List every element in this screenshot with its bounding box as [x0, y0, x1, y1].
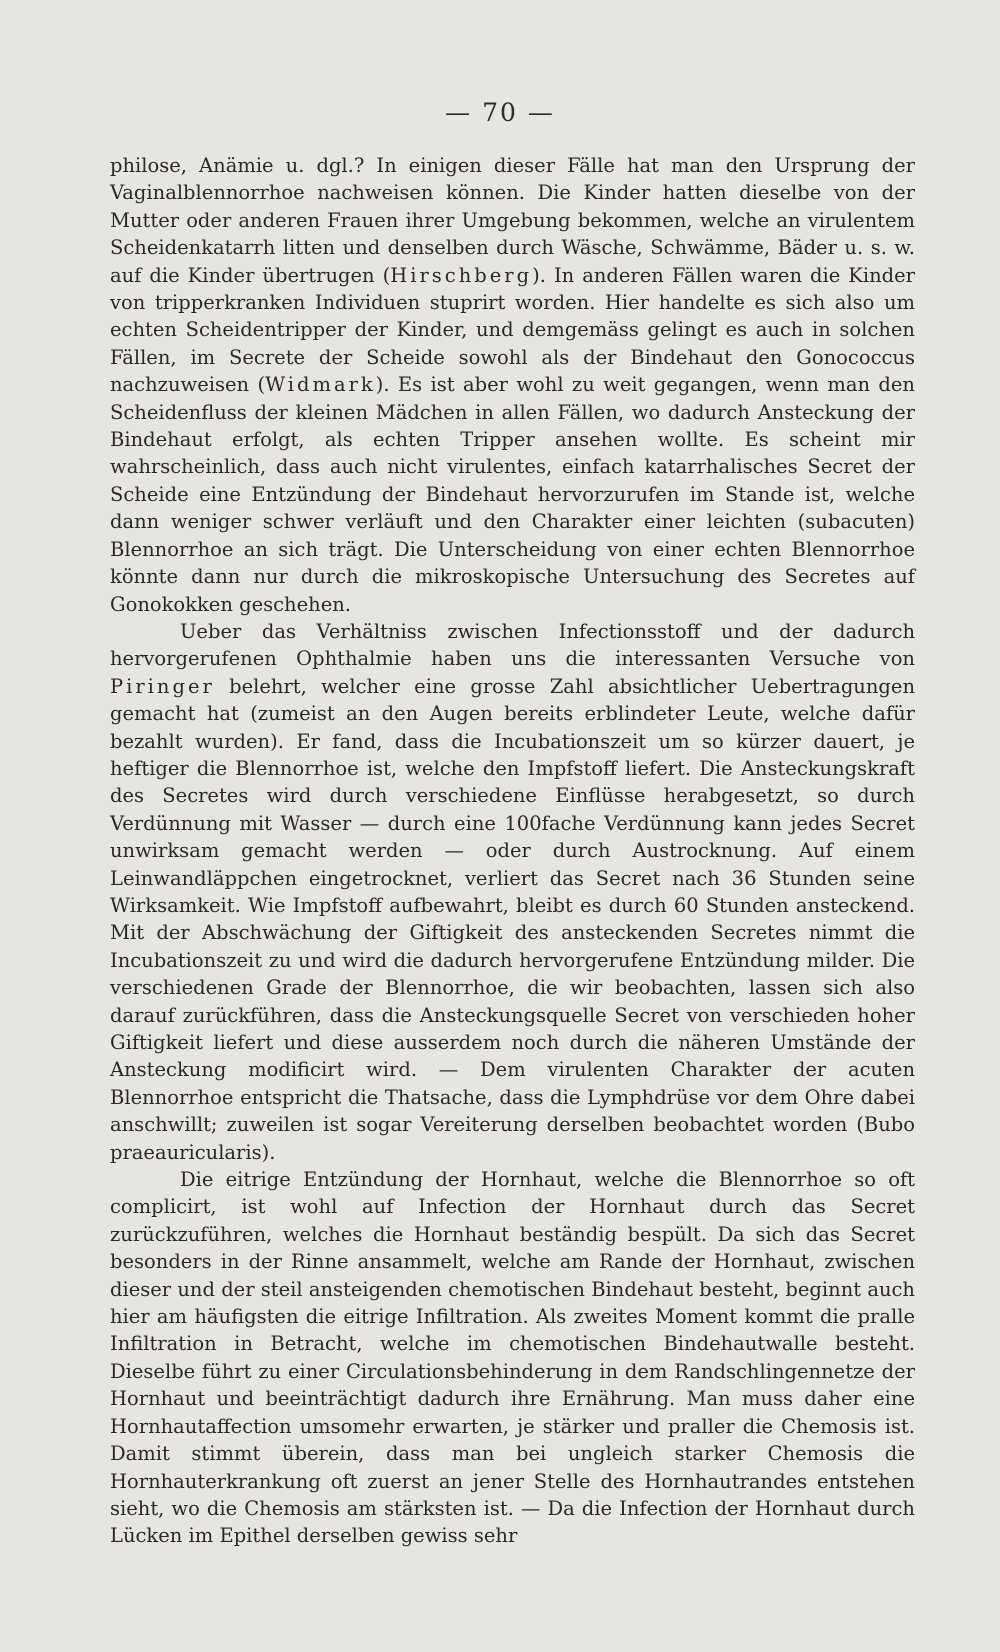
paragraph-2: [110, 618, 915, 1166]
text-segment: ). Es ist aber wohl zu weit gegangen, wenn man den Scheidenfluss der kleinen Mädchen in allen Fällen, wo dadurch Ansteckung der Bindehaut erfolgt, als echten Tripper ansehen wollte. Es scheint mir wahrscheinlich, dass auch nicht virulentes, einfach katarrhalisches Secret der Scheide eine Entzündung der Bindehaut hervorzurufen im Stande ist, welche dann weniger schwer verläuft und den Charakter einer leichten (subacuten) Blennorrhoe an sich trägt. Die Unterscheidung von einer echten Blennorrhoe könnte dann nur durch die mikroskopische Untersuchung des Secretes auf Gonokokken geschehen.: [110, 373, 915, 616]
text-segment: philose, Anämie u. dgl.? In einigen dieser Fälle hat man den Ursprung der Vaginalblennorrhoe nachweisen können. Die Kinder hatten dieselbe von der Mutter oder anderen Frauen ihrer Umgebung bekommen, welche an virulentem Scheidenkatarrh litten und denselben durch Wäsche, Schwämme, Bäder u. s. w. auf die Kinder übertrugen (: [110, 154, 915, 287]
author-name-widmark: Widmark: [265, 373, 376, 397]
text-segment: belehrt, welcher eine grosse Zahl absichtlicher Uebertragungen gemacht hat (zumeist an den Augen bereits erblindeter Leute, welche dafür bezahlt wurden). Er fand, dass die Incubationszeit um so kürzer dauert, je heftiger die Blennorrhoe ist, welche den Impfstoff liefert. Die Ansteckungskraft des Secretes wird durch verschiedene Einflüsse herabgesetzt, so durch Verdünnung mit Wasser — durch eine 100fache Verdünnung kann jedes Secret unwirksam gemacht werden — oder durch Austrocknung. Auf einem Leinwandläppchen eingetrocknet, verliert das Secret nach 36 Stunden seine Wirksamkeit. Wie Impfstoff aufbewahrt, bleibt es durch 60 Stunden ansteckend. Mit der Abschwächung der Giftigkeit des ansteckenden Secretes nimmt die Incubationszeit zu und wird die dadurch hervorgerufene Entzündung milder. Die verschiedenen Grade der Blennorrhoe, die wir beobachten, lassen sich also darauf zurückführen, dass die Ansteckungsquelle Secret von verschieden hoher Giftigkeit liefert und diese ausserdem noch durch die näheren Umstände der Ansteckung modificirt wird. — Dem virulenten Charakter der acuten Blennorrhoe entspricht die Thatsache, dass die Lymphdrüse vor dem Ohre dabei anschwillt; zuweilen ist sogar Vereiterung derselben beobachtet worden (Bubo praeauricularis).: [110, 674, 915, 1164]
body-text: [110, 152, 915, 1550]
text-segment: Ueber das Verhältniss zwischen Infectionsstoff und der dadurch hervorgerufenen Ophthalmie haben uns die interessanten Versuche von: [110, 619, 915, 671]
paragraph-3: [110, 1166, 915, 1550]
paragraph-1: [110, 152, 915, 618]
author-name-hirschberg: Hirschberg: [390, 263, 533, 287]
text-segment: Die eitrige Entzündung der Hornhaut, welche die Blennorrhoe so oft complicirt, ist wohl auf Infection der Hornhaut durch das Secret zurückzuführen, welches die Hornhaut beständig bespült. Da sich das Secret besonders in der Rinne ansammelt, welche am Rande der Hornhaut, zwischen dieser und der steil ansteigenden chemotischen Bindehaut besteht, beginnt auch hier am häufigsten die eitrige Infiltration. Als zweites Moment kommt die pralle Infiltration in Betracht, welche im chemotischen Bindehautwalle besteht. Dieselbe führt zu einer Circulationsbehinderung in dem Randschlingennetze der Hornhaut und beeinträchtigt dadurch ihre Ernährung. Man muss daher eine Hornhautaffection umsomehr erwarten, je stärker und praller die Chemosis ist. Damit stimmt überein, dass man bei ungleich starker Chemosis die Hornhauterkrankung oft zuerst an jener Stelle des Hornhautrandes entstehen sieht, wo die Chemosis am stärksten ist. — Da die Infection der Hornhaut durch Lücken im Epithel derselben gewiss sehr: [110, 1168, 915, 1548]
author-name-piringer: Piringer: [110, 674, 215, 698]
text-segment: ). In anderen Fällen waren die Kinder von tripperkranken Individuen stuprirt worden. Hier handelte es sich also um echten Scheidentripper der Kinder, und demgemäss gelingt es auch in solchen Fällen, im Secrete der Scheide sowohl als der Bindehaut den Gonococcus nachzuweisen (: [110, 263, 915, 397]
page-number: — 70 —: [445, 98, 555, 127]
